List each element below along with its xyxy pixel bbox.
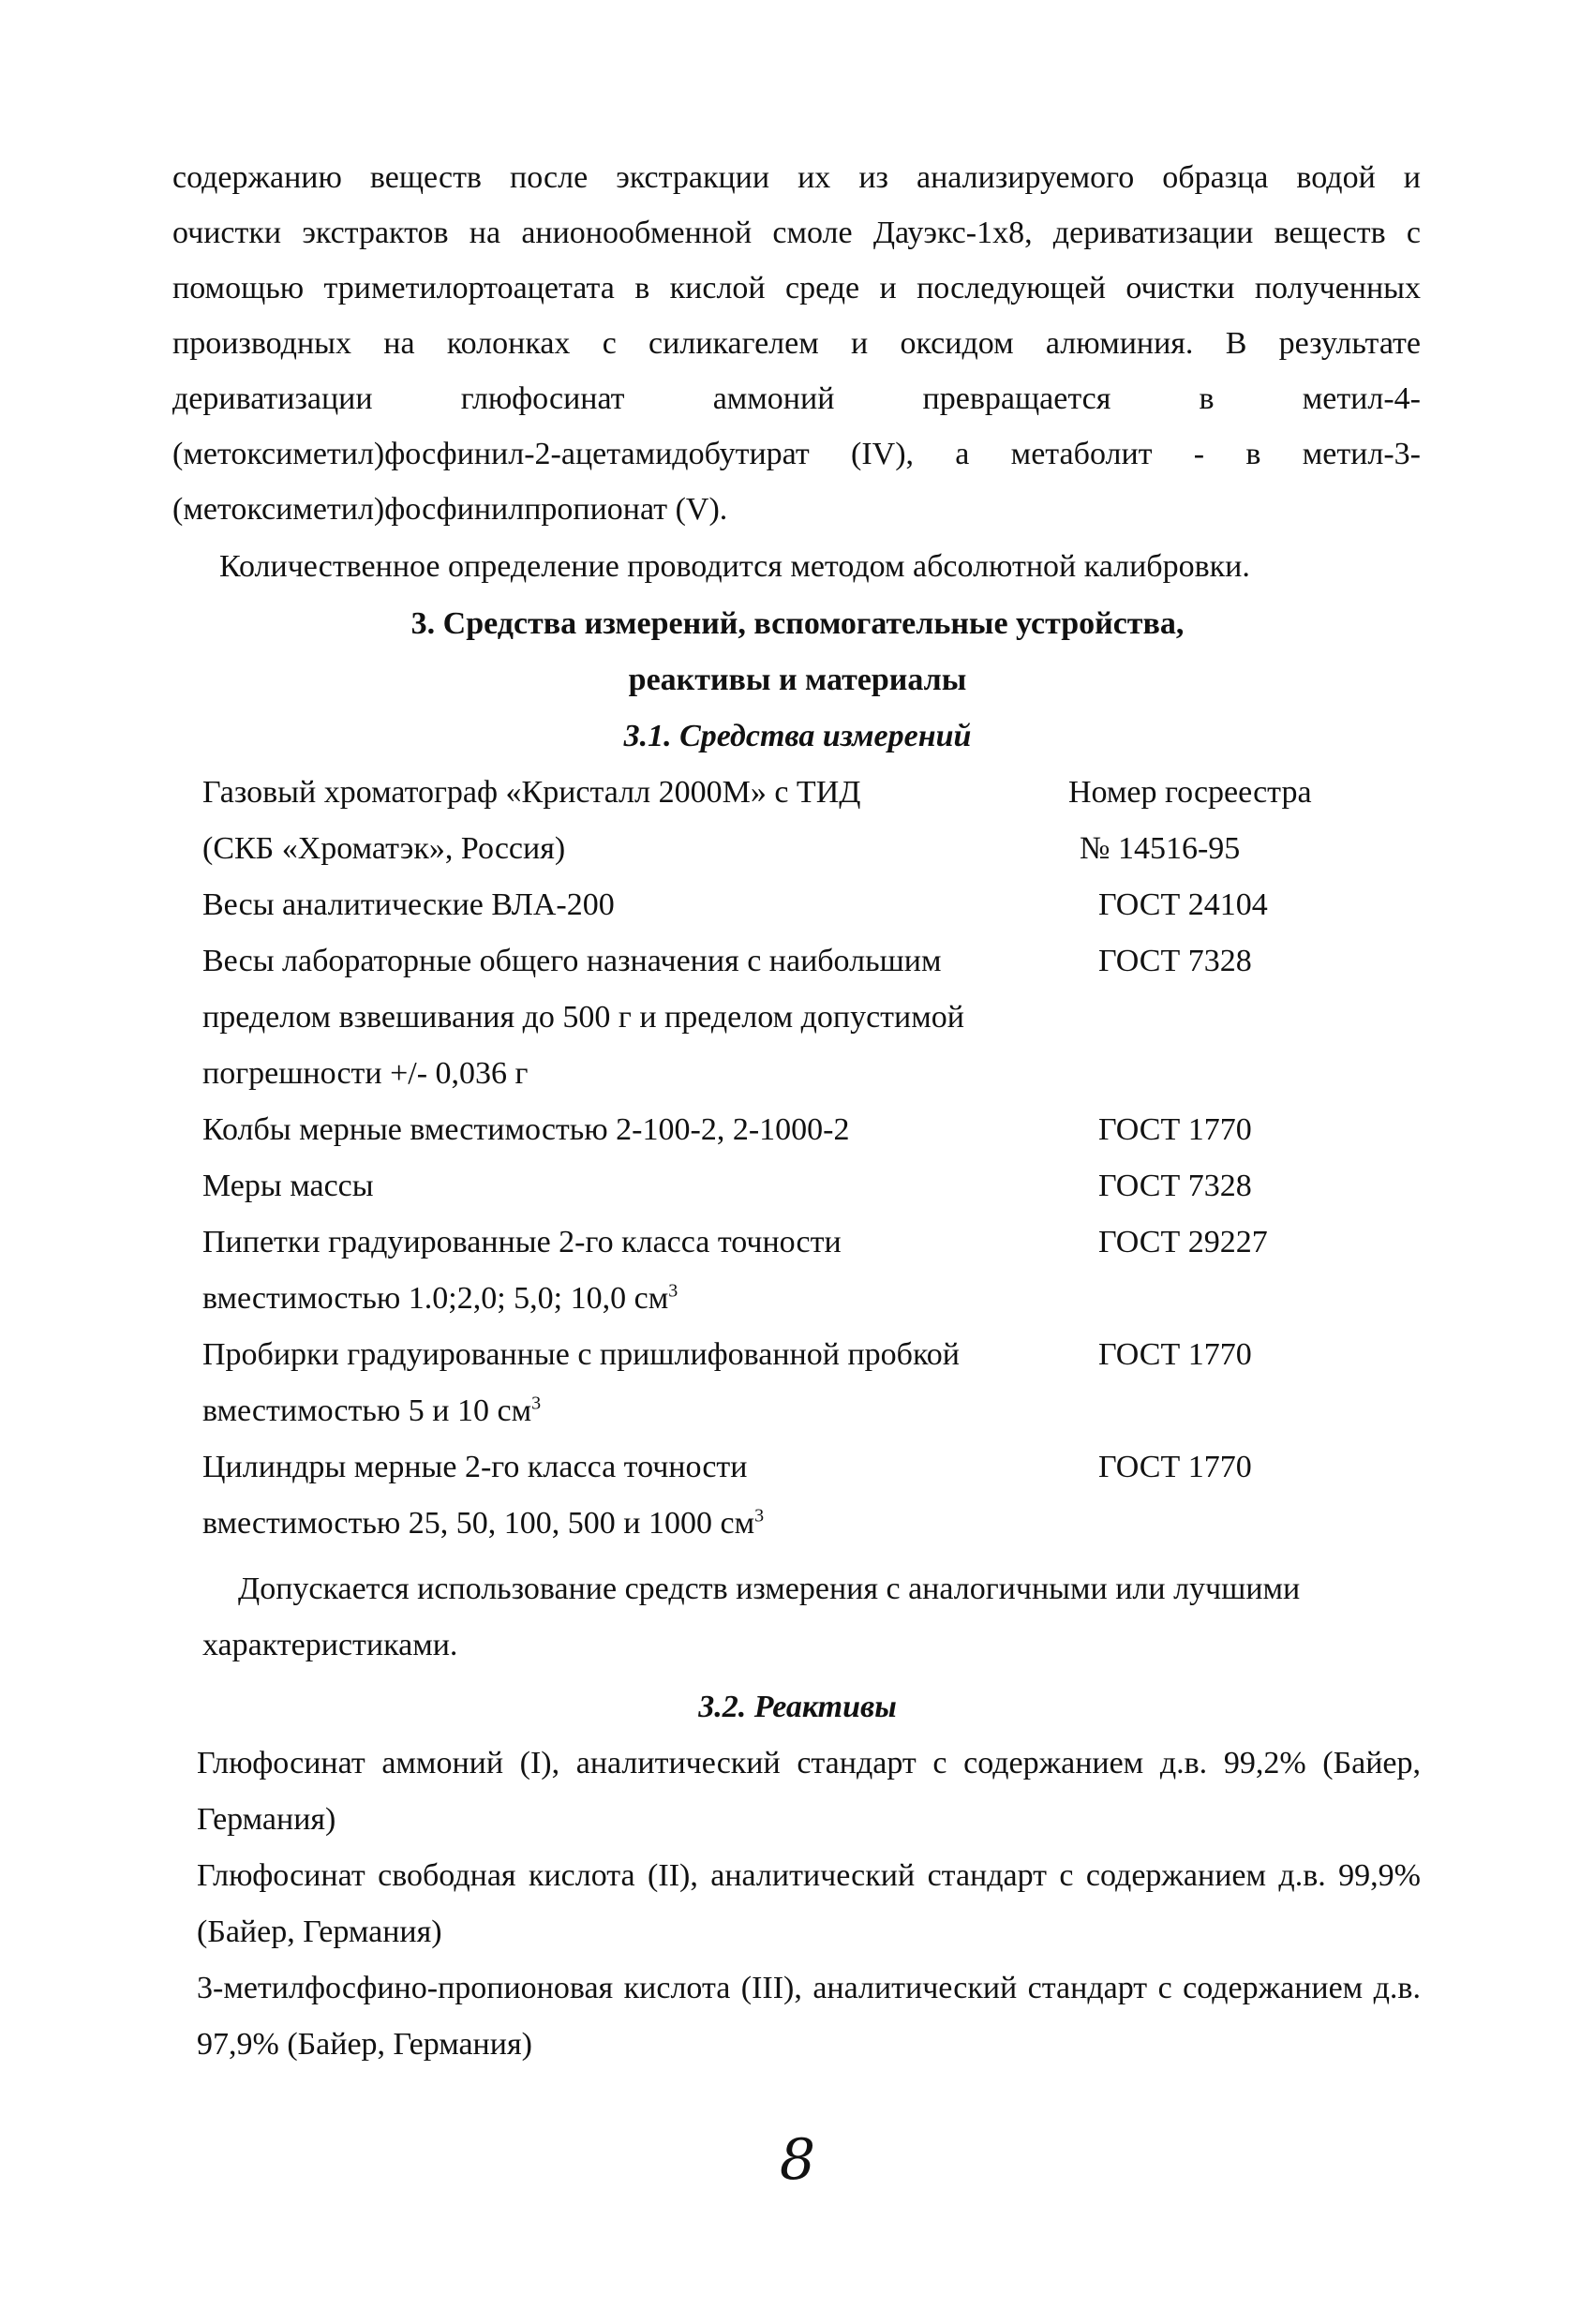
instrument-ref: ГОСТ 1770 [1098, 1450, 1252, 1484]
instrument-row [0, 1439, 1595, 1496]
instrument-row [0, 1102, 1595, 1158]
instrument-row [0, 1383, 1595, 1439]
instrument-row [0, 1327, 1595, 1383]
instrument-name: Колбы мерные вместимостью 2-100-2, 2-1000-2 [202, 1112, 850, 1147]
instrument-row [0, 1496, 1595, 1552]
instrument-name-text: вместимостью 25, 50, 100, 500 и 1000 см [202, 1506, 755, 1541]
instrument-name-with-unit [202, 1271, 678, 1327]
intro-line-3: помощью триметилортоацетата в кислой среде и последующей очистки полученных [172, 271, 1421, 305]
instrument-ref: ГОСТ 1770 [1098, 1112, 1252, 1147]
note-line-2: характеристиками. [202, 1628, 458, 1662]
page-number: 8 [779, 2127, 816, 2193]
instrument-ref: ГОСТ 29227 [1098, 1225, 1268, 1259]
instrument-name: Пробирки градуированные с пришлифованной пробкой [202, 1337, 960, 1372]
superscript-3: 3 [531, 1393, 542, 1414]
instrument-row [0, 877, 1595, 933]
intro-line-5: дериватизации глюфосинат аммоний превращается в метил-4- [172, 381, 1421, 416]
instrument-ref: ГОСТ 7328 [1098, 944, 1252, 978]
instrument-name: Газовый хроматограф «Кристалл 2000М» с ТИД [202, 775, 861, 810]
instrument-row [0, 765, 1595, 821]
intro-line-1: содержанию веществ после экстракции их из анализируемого образца водой и [172, 160, 1421, 195]
instrument-name: пределом взвешивания до 500 г и пределом допустимой [202, 1000, 964, 1035]
section-3-title-line-2: реактивы и материалы [628, 663, 967, 697]
instrument-name: Цилиндры мерные 2-го класса точности [202, 1450, 748, 1484]
intro-line-7: (метоксиметил)фосфинилпропионат (V). [172, 492, 728, 527]
instrument-row [0, 821, 1595, 877]
instrument-name: Весы аналитические ВЛА-200 [202, 887, 615, 922]
subsection-3-2-title: 3.2. Реактивы [698, 1690, 897, 1724]
quantification-paragraph: Количественное определение проводится методом абсолютной калибровки. [219, 549, 1250, 584]
instrument-row [0, 1158, 1595, 1214]
reagent-item: 3-метилфосфино-пропионовая кислота (III), аналитический стандарт с содержанием д.в. 97,9% (Байер, Германия) [197, 1971, 1421, 2062]
instrument-name-with-unit [202, 1496, 764, 1552]
instrument-name: (СКБ «Хроматэк», Россия) [202, 831, 566, 866]
instrument-name-with-unit [202, 1383, 541, 1439]
instrument-row [0, 990, 1595, 1046]
reagent-item: Глюфосинат свободная кислота (II), аналитический стандарт с содержанием д.в. 99,9% (Байер, Германия) [197, 1858, 1421, 1949]
reagent-item: Глюфосинат аммоний (I), аналитический стандарт с содержанием д.в. 99,2% (Байер, Германия) [197, 1746, 1421, 1837]
instrument-row [0, 1271, 1595, 1327]
instrument-ref: ГОСТ 1770 [1098, 1337, 1252, 1372]
instrument-name: Меры массы [202, 1169, 374, 1203]
instrument-name-text: вместимостью 5 и 10 см [202, 1393, 532, 1428]
intro-line-6: (метоксиметил)фосфинил-2-ацетамидобутират (IV), а метаболит - в метил-3- [172, 437, 1421, 471]
instrument-ref: Номер госреестра [1068, 775, 1312, 810]
superscript-3: 3 [668, 1280, 678, 1302]
section-3-title-line-1: 3. Средства измерений, вспомогательные устройства, [410, 606, 1185, 641]
instrument-row [0, 1214, 1595, 1271]
instrument-name-text: вместимостью 1.0;2,0; 5,0; 10,0 см [202, 1281, 669, 1316]
instrument-ref: ГОСТ 24104 [1098, 887, 1268, 922]
subsection-3-1-title: 3.1. Средства измерений [623, 719, 972, 753]
instrument-row [0, 933, 1595, 990]
instrument-ref: № 14516-95 [1080, 831, 1241, 866]
superscript-3: 3 [754, 1505, 765, 1527]
instrument-name: Весы лабораторные общего назначения с наибольшим [202, 944, 942, 978]
intro-line-4: производных на колонках с силикагелем и оксидом алюминия. В результате [172, 326, 1421, 361]
instrument-name: Пипетки градуированные 2-го класса точности [202, 1225, 842, 1259]
instrument-name: погрешности +/- 0,036 г [202, 1056, 529, 1091]
note-line-1: Допускается использование средств измерения с аналогичными или лучшими [238, 1572, 1301, 1606]
instrument-row [0, 1046, 1595, 1102]
intro-line-2: очистки экстрактов на анионообменной смоле Дауэкс-1х8, дериватизации веществ с [172, 216, 1421, 250]
instrument-ref: ГОСТ 7328 [1098, 1169, 1252, 1203]
